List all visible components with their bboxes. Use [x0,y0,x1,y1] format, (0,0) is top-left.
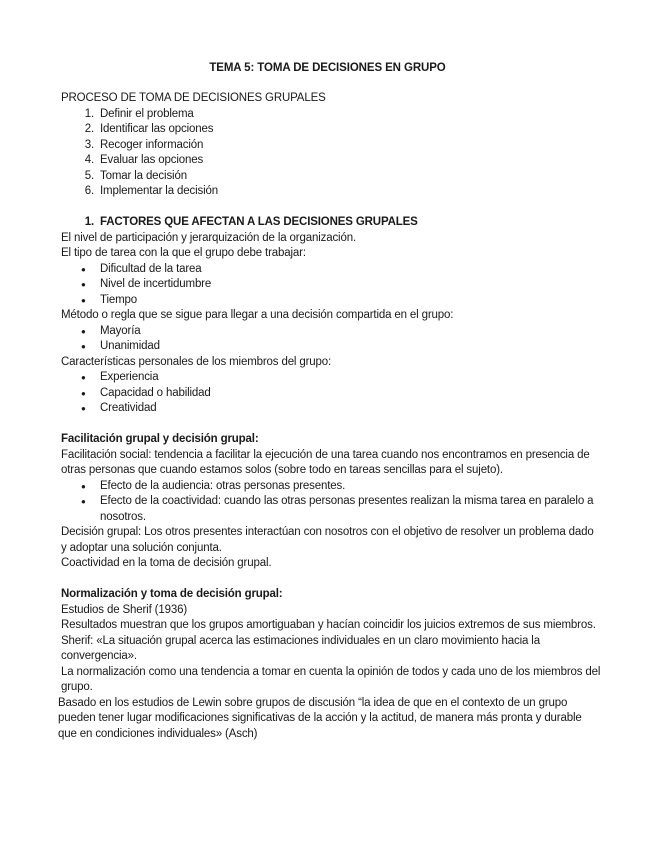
list-item: 1. Definir el problema [84,107,194,120]
factores-line: El nivel de participación y jerarquización de la organización. [61,231,356,244]
facilitacion-list [61,479,601,526]
tarea-list [61,262,601,309]
list-item: 6. Implementar la decisión [84,185,218,197]
list-item: 5. Tomar la decisión [84,169,187,182]
proceso-steps-list [61,107,601,200]
list-item: ● Creatividad [61,401,601,417]
list-item: ● Efecto de la audiencia: otras personas presentes. [61,479,601,495]
list-item: ● Nivel de incertidumbre [61,277,601,293]
list-item: ● Tiempo [61,293,601,309]
normalizacion-paragraph: Estudios de Sherif (1936) [61,603,188,616]
list-item: ● Capacidad o habilidad [61,386,601,402]
list-item: 4. Evaluar las opciones [84,154,204,166]
proceso-heading: PROCESO DE TOMA DE DECISIONES GRUPALES [61,92,326,104]
list-item: ● Dificultad de la tarea [61,262,601,278]
factores-line: Características personales de los miembros del grupo: [61,355,332,368]
facilitacion-paragraph: Coactividad en la toma de decisión grupal. [61,557,272,569]
list-item: 2. Identificar las opciones [84,123,214,135]
spacer [61,200,601,216]
spacer [61,572,601,588]
factores-line: Método o regla que se sigue para llegar a una decisión compartida en el grupo: [61,309,454,321]
normalizacion-paragraph: Resultados muestran que los grupos amortiguaban y hacían coincidir los juicios extremos de sus miembros. [61,619,596,631]
spacer [61,417,601,433]
normalizacion-paragraph: Basado en los estudios de Lewin sobre grupos de discusión “la idea de que en el contexto de un grupo pueden tener lugar modificaciones significativas de la acción y la actitud, de manera más pronta y durable que en condiciones individuales» (Asch) [58,696,582,740]
personales-list [61,370,601,417]
normalizacion-heading: Normalización y toma de decisión grupal: [61,588,283,600]
document-title: TEMA 5: TOMA DE DECISIONES EN GRUPO [209,62,446,74]
document-body [58,91,601,742]
normalizacion-paragraph: La normalización como una tendencia a tomar en cuenta la opinión de todos y cada uno de los miembros del grupo. [61,665,601,693]
normalizacion-paragraph: Sherif: «La situación grupal acerca las estimaciones individuales en un claro movimiento hacia la convergencia». [61,634,540,662]
facilitacion-paragraph: Decisión grupal: Los otros presentes interactúan con nosotros con el objetivo de resolver un problema dado y adoptar una solución conjunta. [61,526,594,554]
list-item: ● Unanimidad [61,339,601,355]
facilitacion-heading: Facilitación grupal y decisión grupal: [61,433,259,445]
facilitacion-paragraph: Facilitación social: tendencia a facilitar la ejecución de una tarea cuando nos encontramos en presencia de otras personas que cuando estamos solos (sobre todo en tareas sencillas para el sujeto). [61,448,590,476]
factores-line: El tipo de tarea con la que el grupo debe trabajar: [61,247,306,259]
factores-heading: 1. FACTORES QUE AFECTAN A LAS DECISIONES GRUPALES [84,216,418,228]
list-item: ● Experiencia [61,370,601,386]
list-item: ● Efecto de la coactividad: cuando las otras personas presentes realizan la misma tarea en paralelo a nosotros. [61,494,601,525]
metodo-list [61,324,601,355]
list-item: ● Mayoría [61,324,601,340]
list-item: 3. Recoger información [84,138,204,151]
